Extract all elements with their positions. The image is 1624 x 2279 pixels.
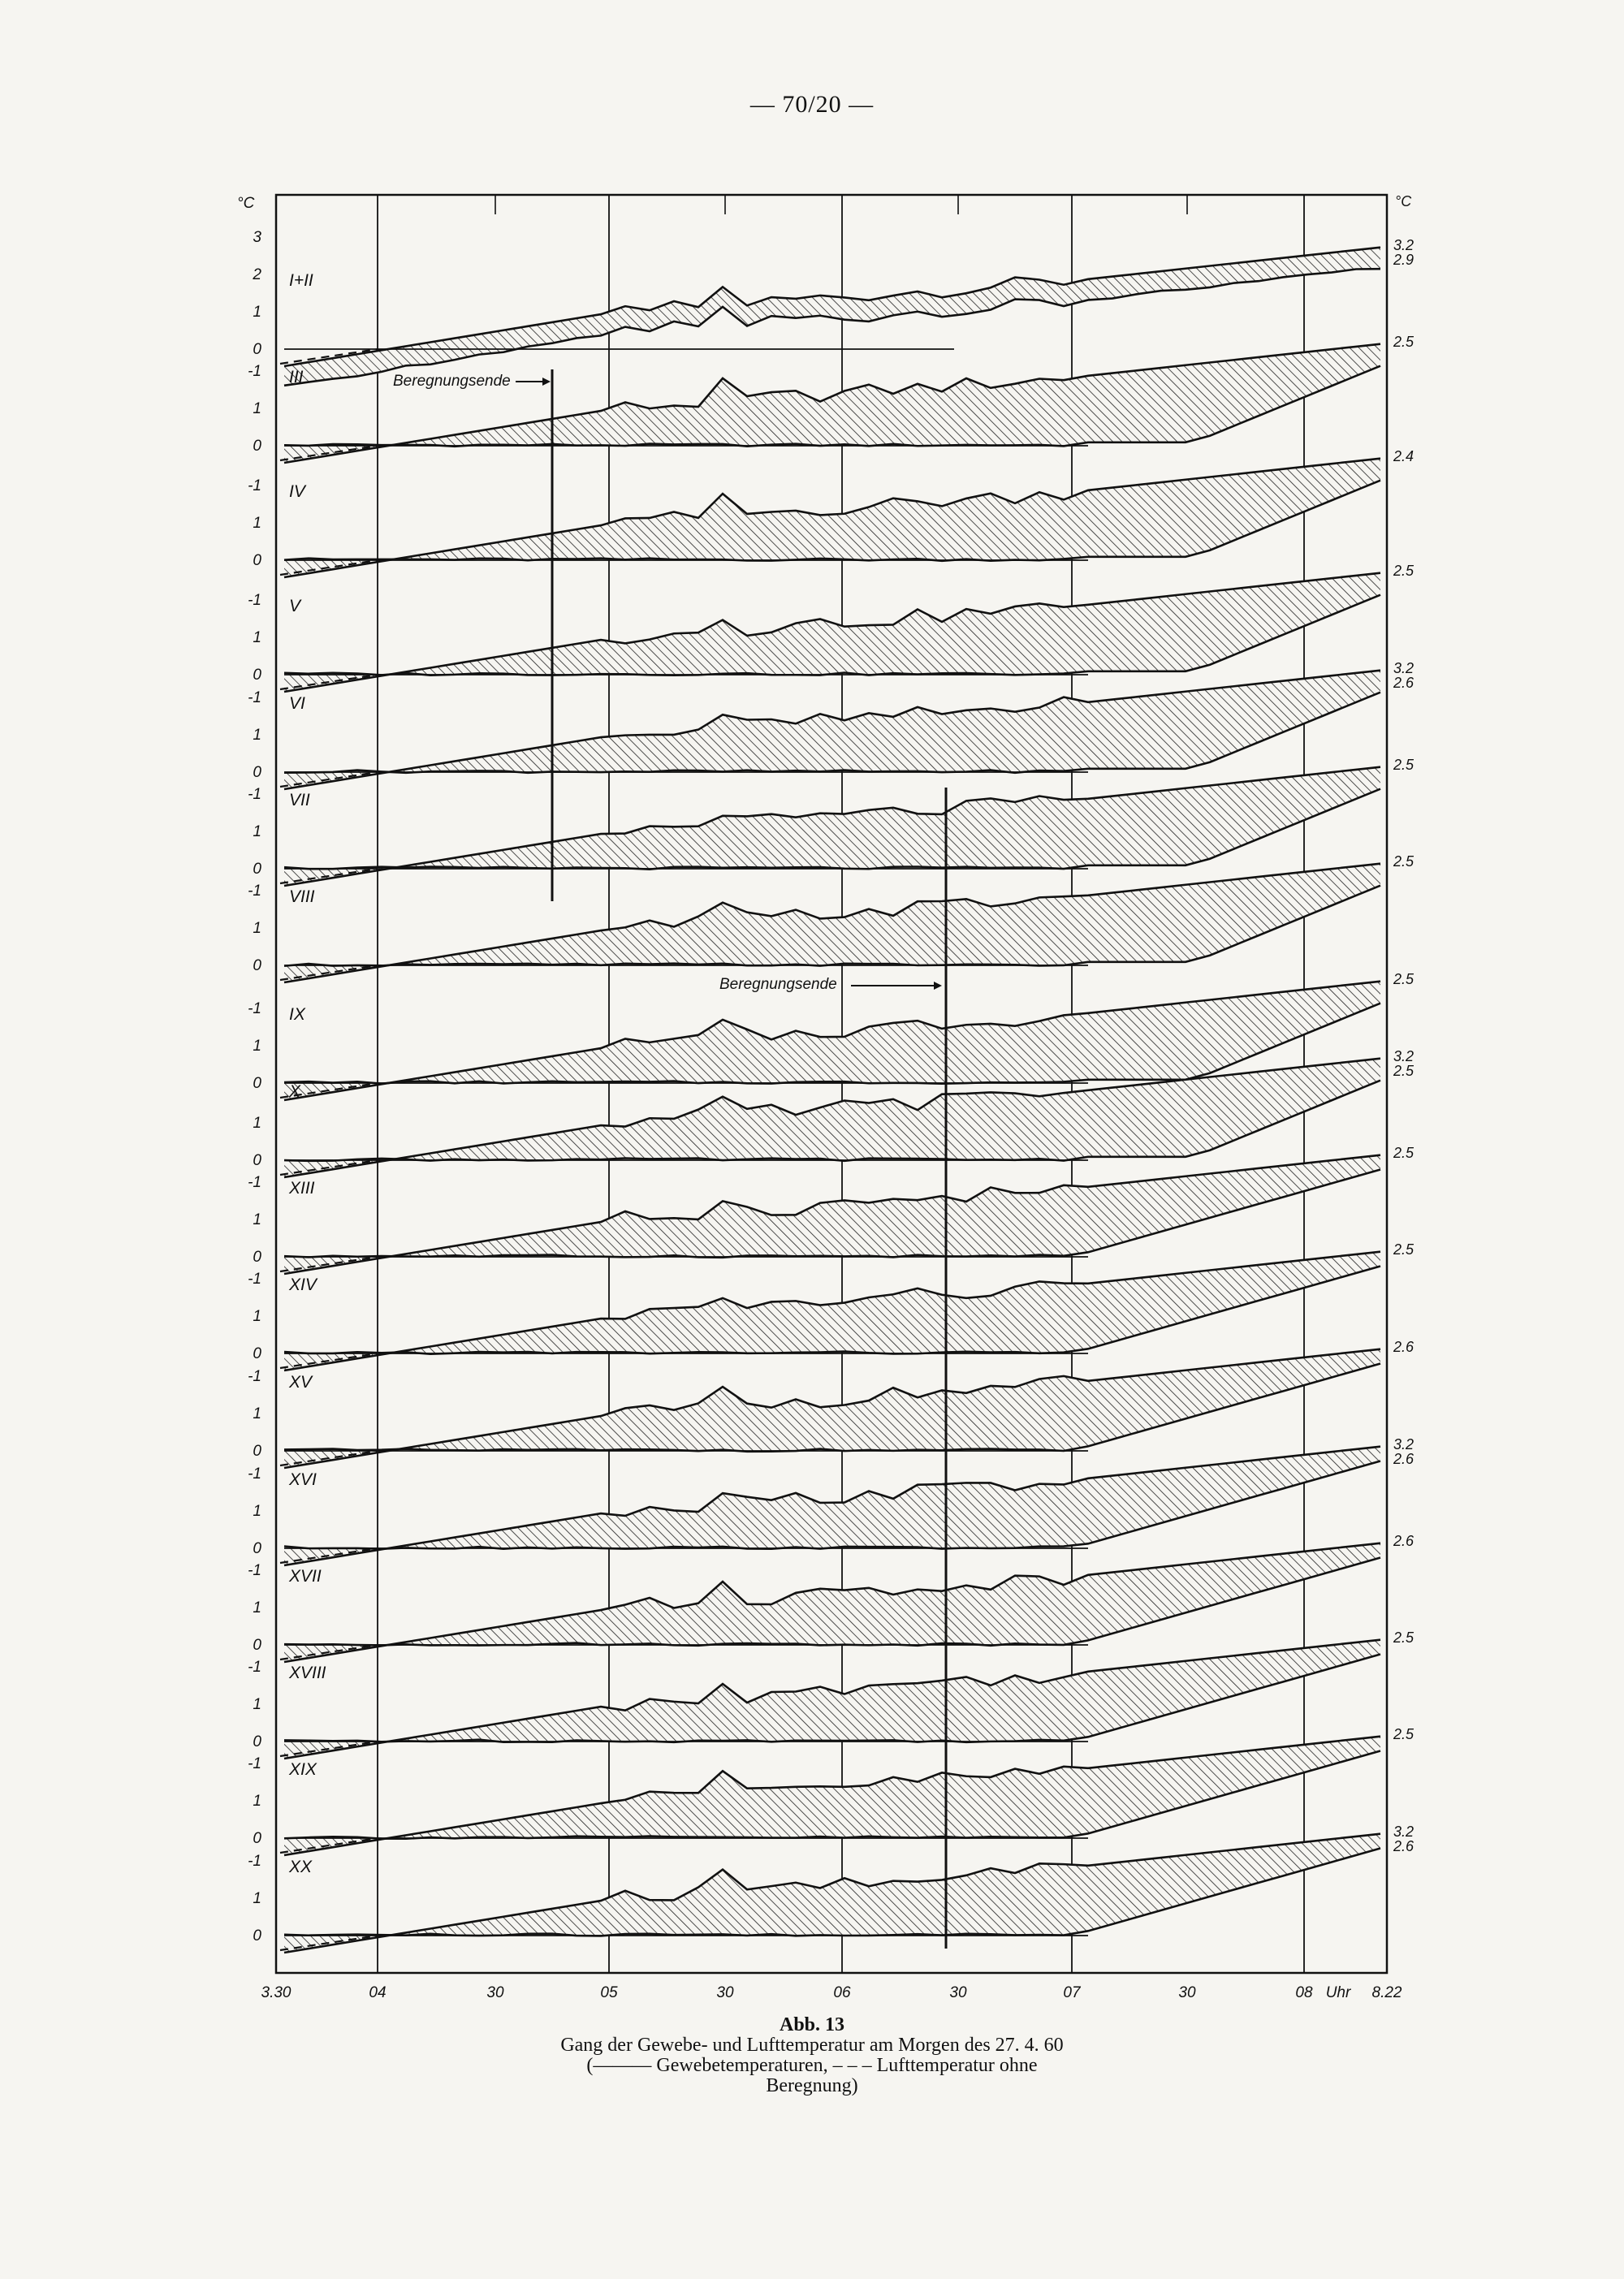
y-tick-label: 0 (253, 1075, 261, 1092)
y-tick-label: -1 (248, 689, 261, 706)
right-end-value: 2.5 (1393, 563, 1415, 579)
y-tick-label: 1 (253, 1696, 261, 1713)
y-tick-label: -1 (248, 1174, 261, 1191)
x-tick-label: 08 (1295, 1984, 1313, 2001)
row-label: VII (289, 791, 310, 809)
y-tick-label: -1 (248, 1755, 261, 1772)
chart-row (248, 448, 1414, 577)
y-tick-label: 0 (253, 1540, 261, 1557)
right-end-value: 3.2 (1393, 660, 1415, 676)
x-tick-label: 8.22 (1371, 1984, 1402, 2001)
y-tick-label: 1 (253, 629, 261, 646)
y-tick-label: 0 (253, 1443, 261, 1460)
row-label: XX (289, 1858, 313, 1876)
y-tick-label: -1 (248, 883, 261, 900)
irrigation-end-label-2: Beregnungsende (719, 976, 837, 993)
row-label: VIII (289, 887, 315, 906)
right-end-value-2: 2.6 (1393, 675, 1415, 691)
right-end-value: 2.5 (1393, 757, 1415, 773)
right-end-value: 3.2 (1393, 1436, 1415, 1452)
y-tick-label: 0 (253, 764, 261, 781)
chart-row (248, 1145, 1415, 1274)
caption-line-1: Gang der Gewebe- und Lufttemperatur am Morgen des 27. 4. 60 (560, 2035, 1064, 2056)
chart-row (248, 1629, 1415, 1759)
chart-row (248, 1241, 1415, 1370)
row-label: XVI (289, 1470, 317, 1489)
y-tick-label: 0 (253, 667, 261, 684)
right-end-value: 2.5 (1393, 1145, 1415, 1161)
irrigation-end-arrowhead-1 (542, 378, 551, 386)
chart-row (248, 660, 1415, 789)
y-tick-label: 1 (253, 400, 261, 417)
right-end-value-2: 2.5 (1393, 1063, 1415, 1079)
x-tick-label: 04 (369, 1984, 387, 2001)
right-end-value: 2.5 (1393, 334, 1415, 350)
right-end-value: 3.2 (1393, 237, 1415, 253)
right-end-value: 2.4 (1393, 448, 1415, 464)
y-tick-label: -1 (248, 786, 261, 803)
y-tick-label: 0 (253, 438, 261, 455)
y-tick-label: -1 (248, 1659, 261, 1676)
right-end-value-2: 2.6 (1393, 1838, 1415, 1854)
y-tick-label: -1 (248, 1853, 261, 1870)
row-label: I+II (289, 271, 313, 290)
y-tick-label: 0 (253, 1637, 261, 1654)
right-end-value: 2.5 (1393, 1241, 1415, 1258)
x-tick-label: Uhr (1325, 1984, 1351, 2001)
right-end-value: 2.6 (1393, 1339, 1415, 1355)
y-tick-label: 1 (253, 1115, 261, 1132)
y-tick-label: 1 (253, 727, 261, 744)
right-end-value: 3.2 (1393, 1048, 1415, 1064)
y-tick-label: 1 (253, 1599, 261, 1616)
y-tick-label: 1 (253, 1890, 261, 1907)
y-tick-label: 1 (253, 1793, 261, 1810)
x-tick-label: 30 (949, 1984, 967, 2001)
y-tick-label: 1 (253, 1405, 261, 1422)
row-label: X (289, 1082, 301, 1101)
y-tick-label: 0 (253, 1345, 261, 1362)
page-number: — 70/20 — (749, 91, 875, 118)
chart-row (248, 1726, 1415, 1855)
y-tick-label: -1 (248, 1465, 261, 1483)
x-tick-label: 3.30 (261, 1984, 292, 2001)
y-tick-label: -1 (248, 1368, 261, 1385)
chart-row (248, 1824, 1415, 1953)
x-tick-label: 30 (1178, 1984, 1196, 2001)
y-tick-label: 0 (253, 1927, 261, 1944)
y-tick-label: -1 (248, 1271, 261, 1288)
y-tick-label: 1 (253, 1211, 261, 1228)
y-tick-label: 1 (253, 515, 261, 532)
row-label: XVII (289, 1567, 322, 1586)
y-tick-label: 0 (253, 1249, 261, 1266)
irrigation-end-arrowhead-2 (934, 982, 942, 990)
right-end-value: 2.5 (1393, 853, 1415, 870)
chart-row (248, 563, 1415, 692)
x-tick-label: 05 (600, 1984, 618, 2001)
row-label: XV (289, 1373, 313, 1392)
y-tick-label: -1 (248, 1000, 261, 1017)
chart-row (248, 1436, 1415, 1565)
y-tick-label: 1 (253, 304, 261, 321)
row-label: XIII (289, 1179, 315, 1198)
left-unit-label: °C (237, 195, 255, 212)
y-tick-label: -1 (248, 592, 261, 609)
y-tick-label: -1 (248, 363, 261, 380)
y-tick-label: 0 (253, 1152, 261, 1169)
figure-label: Abb. 13 (779, 2014, 845, 2035)
y-tick-label: 0 (253, 1733, 261, 1750)
right-end-value: 2.6 (1393, 1533, 1415, 1549)
y-tick-label: 1 (253, 823, 261, 840)
x-tick-label: 06 (833, 1984, 851, 2001)
right-end-value: 2.5 (1393, 1726, 1415, 1742)
caption-line-2: (——— Gewebetemperaturen, – – – Lufttemperatur ohne (586, 2055, 1038, 2076)
row-label: XIX (289, 1760, 317, 1779)
y-tick-label: 1 (253, 1503, 261, 1520)
chart-row (248, 757, 1415, 886)
right-unit-label: °C (1395, 193, 1412, 209)
y-tick-label: 2 (253, 266, 261, 283)
row-label: IX (289, 1005, 305, 1024)
figure-caption (0, 2015, 1624, 2096)
y-tick-label: -1 (248, 477, 261, 494)
irrigation-end-label-1: Beregnungsende (393, 373, 511, 390)
y-tick-label: 0 (253, 1830, 261, 1847)
y-tick-label: -1 (248, 1562, 261, 1579)
row-label: III (289, 368, 304, 386)
row-label: XIV (289, 1275, 317, 1294)
right-end-value: 2.5 (1393, 971, 1415, 987)
y-tick-label: 0 (253, 552, 261, 569)
y-tick-label: 0 (253, 861, 261, 878)
y-tick-label: 3 (253, 229, 261, 246)
row-label: IV (289, 482, 305, 501)
x-tick-label: 07 (1063, 1984, 1081, 2001)
y-tick-label: 0 (253, 341, 261, 358)
y-tick-label: 1 (253, 1308, 261, 1325)
row-label: VI (289, 694, 305, 713)
y-tick-label: 1 (253, 920, 261, 937)
y-tick-label: 0 (253, 957, 261, 974)
chart-row (248, 1533, 1415, 1662)
x-tick-label: 30 (716, 1984, 734, 2001)
y-tick-label: 1 (253, 1038, 261, 1055)
right-end-value: 3.2 (1393, 1824, 1415, 1840)
chart-row (248, 1339, 1415, 1468)
row-label: XVIII (289, 1664, 326, 1682)
row-label: V (289, 597, 301, 615)
chart-row (248, 853, 1415, 982)
right-end-value: 2.5 (1393, 1629, 1415, 1646)
right-end-value-2: 2.9 (1393, 252, 1415, 268)
right-end-value-2: 2.6 (1393, 1451, 1415, 1467)
caption-line-3: Beregnung) (766, 2075, 858, 2096)
x-tick-label: 30 (486, 1984, 504, 2001)
